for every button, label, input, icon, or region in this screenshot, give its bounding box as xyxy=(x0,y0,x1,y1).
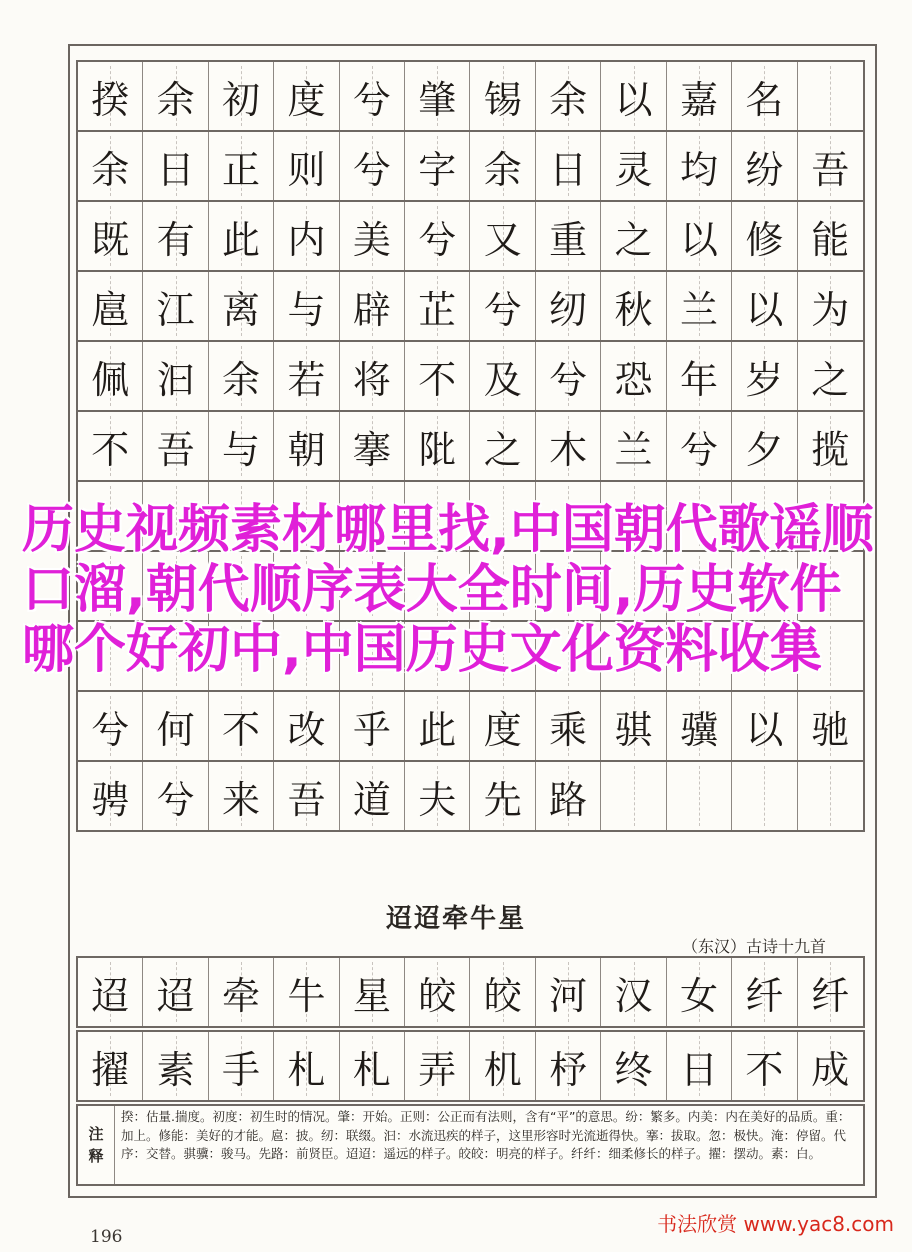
poem-cell xyxy=(667,1032,732,1100)
poem-cell xyxy=(274,958,339,1026)
poem-char: 杼 xyxy=(549,1047,588,1092)
grid-char: 以 xyxy=(745,707,784,752)
poem-cell xyxy=(536,958,601,1026)
grid-cell xyxy=(470,412,535,480)
grid-cell xyxy=(732,202,797,270)
grid-char: 吾 xyxy=(811,147,850,192)
page-number: 196 xyxy=(90,1227,123,1247)
grid-char: 此 xyxy=(222,217,261,262)
poem-char: 擢 xyxy=(91,1047,130,1092)
poem-title: 迢迢牵牛星 xyxy=(385,904,526,934)
grid-cell xyxy=(405,272,470,340)
grid-char: 美 xyxy=(352,217,391,262)
grid-char: 若 xyxy=(287,357,326,402)
grid-cell xyxy=(340,762,405,830)
grid-char: 驰 xyxy=(811,707,850,752)
grid-cell xyxy=(274,62,339,130)
grid-cell xyxy=(667,342,732,410)
grid-cell xyxy=(601,692,666,760)
grid-cell xyxy=(143,692,208,760)
poem-cell xyxy=(274,1032,339,1100)
grid-cell xyxy=(78,692,143,760)
grid-cell xyxy=(732,412,797,480)
grid-char: 兮 xyxy=(549,357,588,402)
grid-char: 江 xyxy=(156,287,195,332)
poem-char: 成 xyxy=(811,1047,850,1092)
grid-char: 搴 xyxy=(352,427,391,472)
grid-char: 及 xyxy=(483,357,522,402)
grid-cell xyxy=(405,342,470,410)
grid-char: 为 xyxy=(811,287,850,332)
grid-char: 乘 xyxy=(549,707,588,752)
grid-char: 之 xyxy=(483,427,522,472)
grid-cell xyxy=(143,132,208,200)
grid-char: 度 xyxy=(483,707,522,752)
grid-char: 内 xyxy=(287,217,326,262)
grid-char: 岁 xyxy=(745,357,784,402)
grid-char: 佩 xyxy=(91,357,130,402)
grid-char: 余 xyxy=(549,77,588,122)
grid-cell xyxy=(405,762,470,830)
poem-cell xyxy=(536,1032,601,1100)
grid-char: 扈 xyxy=(91,287,130,332)
grid-cell xyxy=(274,762,339,830)
poem-cell xyxy=(798,958,863,1026)
grid-char: 有 xyxy=(156,217,195,262)
grid-char: 不 xyxy=(418,357,457,402)
grid-cell xyxy=(209,272,274,340)
poem-char: 札 xyxy=(352,1047,391,1092)
grid-cell xyxy=(798,342,863,410)
grid-cell xyxy=(78,762,143,830)
grid-char: 以 xyxy=(745,287,784,332)
grid-char: 汩 xyxy=(156,357,195,402)
poem-char: 弄 xyxy=(418,1047,457,1092)
notes-tag-1: 注 xyxy=(88,1125,104,1143)
grid-cell xyxy=(209,342,274,410)
poem-char: 手 xyxy=(222,1047,261,1092)
grid-char: 何 xyxy=(156,707,195,752)
grid-char: 余 xyxy=(483,147,522,192)
grid-cell xyxy=(340,132,405,200)
grid-char: 先 xyxy=(483,777,522,822)
grid-char: 名 xyxy=(745,77,784,122)
poem-author: （东汉）古诗十九首 xyxy=(682,937,827,956)
poem-char: 纤 xyxy=(811,973,850,1018)
grid-cell xyxy=(536,762,601,830)
grid-char: 与 xyxy=(287,287,326,332)
grid-char: 日 xyxy=(156,147,195,192)
grid-char: 兮 xyxy=(156,777,195,822)
poem-char: 女 xyxy=(679,973,718,1018)
poem-cell xyxy=(209,958,274,1026)
grid-cell xyxy=(274,412,339,480)
grid-cell xyxy=(143,202,208,270)
poem-cell xyxy=(470,958,535,1026)
grid-cell xyxy=(667,272,732,340)
grid-char: 余 xyxy=(156,77,195,122)
grid-cell xyxy=(470,132,535,200)
grid-cell xyxy=(78,342,143,410)
grid-cell xyxy=(667,132,732,200)
grid-char: 兮 xyxy=(352,77,391,122)
poem-cell xyxy=(732,1032,797,1100)
grid-char: 揽 xyxy=(811,427,850,472)
poem-char: 素 xyxy=(156,1047,195,1092)
grid-char: 肇 xyxy=(418,77,457,122)
grid-char: 道 xyxy=(352,777,391,822)
grid-char: 日 xyxy=(549,147,588,192)
grid-cell xyxy=(78,412,143,480)
poem-char: 机 xyxy=(483,1047,522,1092)
grid-char: 纫 xyxy=(549,287,588,332)
grid-cell xyxy=(536,412,601,480)
grid-char: 之 xyxy=(614,217,653,262)
grid-char: 年 xyxy=(679,357,718,402)
poem-row xyxy=(76,1030,865,1102)
grid-cell xyxy=(470,202,535,270)
notes-box xyxy=(76,1104,865,1186)
poem-char: 迢 xyxy=(91,973,130,1018)
grid-char: 兰 xyxy=(614,427,653,472)
grid-char: 改 xyxy=(287,707,326,752)
grid-cell xyxy=(732,692,797,760)
grid-char: 兰 xyxy=(679,287,718,332)
watermark: 书法欣赏 www.yac8.com xyxy=(657,1212,894,1236)
grid-char: 锡 xyxy=(483,77,522,122)
grid-cell xyxy=(340,62,405,130)
grid-cell xyxy=(405,692,470,760)
grid-char: 初 xyxy=(222,77,261,122)
grid-cell xyxy=(340,202,405,270)
notes-tag xyxy=(78,1106,115,1184)
grid-char: 灵 xyxy=(614,147,653,192)
grid-cell xyxy=(470,62,535,130)
grid-cell xyxy=(470,692,535,760)
grid-cell xyxy=(536,692,601,760)
grid-char: 既 xyxy=(91,217,130,262)
grid-cell xyxy=(667,762,732,830)
grid-char: 兮 xyxy=(352,147,391,192)
poem-cell xyxy=(78,1032,143,1100)
grid-cell xyxy=(536,132,601,200)
grid-cell xyxy=(667,62,732,130)
grid-cell xyxy=(732,342,797,410)
poem-cell xyxy=(601,958,666,1026)
poem-cell xyxy=(340,958,405,1026)
grid-cell xyxy=(798,272,863,340)
poem-char: 纤 xyxy=(745,973,784,1018)
grid-cell xyxy=(798,62,863,130)
grid-cell xyxy=(798,692,863,760)
grid-cell xyxy=(798,202,863,270)
grid-cell xyxy=(601,412,666,480)
grid-cell xyxy=(601,342,666,410)
grid-cell xyxy=(536,62,601,130)
grid-char: 兮 xyxy=(418,217,457,262)
poem-char: 牵 xyxy=(222,973,261,1018)
grid-cell xyxy=(340,272,405,340)
grid-cell xyxy=(732,762,797,830)
grid-row xyxy=(76,60,865,132)
poem-cell xyxy=(601,1032,666,1100)
grid-cell xyxy=(405,132,470,200)
grid-cell xyxy=(143,62,208,130)
grid-char: 字 xyxy=(418,147,457,192)
grid-cell xyxy=(340,692,405,760)
grid-cell xyxy=(601,132,666,200)
grid-char: 又 xyxy=(483,217,522,262)
grid-char: 骥 xyxy=(679,707,718,752)
poem-cell xyxy=(667,958,732,1026)
grid-cell xyxy=(274,342,339,410)
grid-cell xyxy=(78,132,143,200)
poem-char: 终 xyxy=(614,1047,653,1092)
poem-char: 迢 xyxy=(156,973,195,1018)
grid-cell xyxy=(209,62,274,130)
grid-cell xyxy=(536,272,601,340)
poem-cell xyxy=(732,958,797,1026)
notes-text: 揆：估量.揣度。初度：初生时的情况。肇：开始。正则：公正而有法则，含有“平”的意思。纷：繁多。内美：内在美好的品质。重：加上。修能：美好的才能。扈：披。纫：联缀。汩：水流迅疾的样子，这里形容时光流逝得快。搴：拔取。忽：极快。淹：停留。代序：交替。骐骥：骏马。先路：前贤臣。迢迢：遥远的样子。皎皎：明亮的样子。纤纤：细柔修长的样子。擢：摆动。素：白。 xyxy=(121,1109,851,1161)
grid-char: 度 xyxy=(287,77,326,122)
grid-cell xyxy=(405,412,470,480)
grid-char: 将 xyxy=(352,357,391,402)
grid-char: 芷 xyxy=(418,287,457,332)
grid-cell xyxy=(470,762,535,830)
grid-char: 与 xyxy=(222,427,261,472)
grid-char: 均 xyxy=(679,147,718,192)
poem-char: 札 xyxy=(287,1047,326,1092)
grid-char: 兮 xyxy=(483,287,522,332)
grid-cell xyxy=(78,62,143,130)
grid-cell xyxy=(78,202,143,270)
grid-cell xyxy=(209,692,274,760)
grid-row xyxy=(76,340,865,412)
grid-char: 此 xyxy=(418,707,457,752)
grid-cell xyxy=(470,272,535,340)
grid-char: 夕 xyxy=(745,427,784,472)
grid-cell xyxy=(405,202,470,270)
grid-cell xyxy=(601,272,666,340)
grid-char: 正 xyxy=(222,147,261,192)
grid-char: 来 xyxy=(222,777,261,822)
grid-cell xyxy=(470,342,535,410)
poem-cell xyxy=(405,958,470,1026)
grid-char: 骋 xyxy=(91,777,130,822)
poem-cell xyxy=(209,1032,274,1100)
grid-cell xyxy=(209,412,274,480)
poem-char: 皎 xyxy=(483,973,522,1018)
poem-cell xyxy=(470,1032,535,1100)
grid-cell xyxy=(798,762,863,830)
grid-char: 兮 xyxy=(679,427,718,472)
grid-cell xyxy=(667,202,732,270)
grid-row xyxy=(76,130,865,202)
poem-char: 牛 xyxy=(287,973,326,1018)
grid-char: 余 xyxy=(222,357,261,402)
grid-char: 乎 xyxy=(352,707,391,752)
grid-cell xyxy=(274,272,339,340)
grid-cell xyxy=(209,132,274,200)
grid-char: 则 xyxy=(287,147,326,192)
grid-cell xyxy=(667,412,732,480)
poem-char: 星 xyxy=(352,973,391,1018)
poem-cell xyxy=(340,1032,405,1100)
poem-char: 不 xyxy=(745,1047,784,1092)
grid-cell xyxy=(209,202,274,270)
grid-cell xyxy=(601,62,666,130)
grid-cell xyxy=(209,762,274,830)
grid-char: 夫 xyxy=(418,777,457,822)
grid-row xyxy=(76,270,865,342)
grid-cell xyxy=(274,202,339,270)
grid-char: 修 xyxy=(745,217,784,262)
grid-char: 重 xyxy=(549,217,588,262)
grid-cell xyxy=(143,412,208,480)
grid-char: 骐 xyxy=(614,707,653,752)
grid-cell xyxy=(536,202,601,270)
grid-cell xyxy=(143,342,208,410)
grid-char: 嘉 xyxy=(679,77,718,122)
grid-char: 路 xyxy=(549,777,588,822)
grid-cell xyxy=(798,132,863,200)
grid-row xyxy=(76,690,865,762)
grid-cell xyxy=(732,272,797,340)
grid-char: 不 xyxy=(222,707,261,752)
grid-cell xyxy=(340,412,405,480)
overlay-title: 历史视频素材哪里找,中国朝代歌谣顺口溜,朝代顺序表大全时间,历史软件哪个好初中,中国历史文化资料收集 xyxy=(22,500,874,680)
grid-row xyxy=(76,760,865,832)
grid-char: 吾 xyxy=(156,427,195,472)
poem-char: 汉 xyxy=(614,973,653,1018)
grid-char: 不 xyxy=(91,427,130,472)
grid-cell xyxy=(340,342,405,410)
poem-char: 皎 xyxy=(418,973,457,1018)
grid-cell xyxy=(601,202,666,270)
grid-char: 阰 xyxy=(418,427,457,472)
grid-cell xyxy=(78,272,143,340)
poem-cell xyxy=(78,958,143,1026)
grid-cell xyxy=(274,692,339,760)
grid-char: 纷 xyxy=(745,147,784,192)
grid-char: 之 xyxy=(811,357,850,402)
grid-cell xyxy=(667,692,732,760)
grid-cell xyxy=(798,412,863,480)
grid-row xyxy=(76,410,865,482)
poem-cell xyxy=(143,1032,208,1100)
grid-char: 朝 xyxy=(287,427,326,472)
grid-char: 吾 xyxy=(287,777,326,822)
grid-char: 余 xyxy=(91,147,130,192)
poem-cell xyxy=(798,1032,863,1100)
grid-char: 以 xyxy=(679,217,718,262)
grid-char: 揆 xyxy=(91,77,130,122)
grid-cell xyxy=(274,132,339,200)
grid-cell xyxy=(143,272,208,340)
grid-cell xyxy=(601,762,666,830)
grid-cell xyxy=(143,762,208,830)
grid-char: 离 xyxy=(222,287,261,332)
grid-row xyxy=(76,200,865,272)
grid-cell xyxy=(732,132,797,200)
poem-row xyxy=(76,956,865,1028)
grid-char: 秋 xyxy=(614,287,653,332)
grid-char: 以 xyxy=(614,77,653,122)
grid-char: 兮 xyxy=(91,707,130,752)
poem-cell xyxy=(405,1032,470,1100)
grid-cell xyxy=(732,62,797,130)
notes-tag-2: 释 xyxy=(88,1147,104,1165)
grid-cell xyxy=(536,342,601,410)
grid-char: 恐 xyxy=(614,357,653,402)
poem-char: 河 xyxy=(549,973,588,1018)
grid-char: 能 xyxy=(811,217,850,262)
poem-char: 日 xyxy=(679,1047,718,1092)
grid-char: 辟 xyxy=(352,287,391,332)
grid-char: 木 xyxy=(549,427,588,472)
poem-cell xyxy=(143,958,208,1026)
grid-cell xyxy=(405,62,470,130)
